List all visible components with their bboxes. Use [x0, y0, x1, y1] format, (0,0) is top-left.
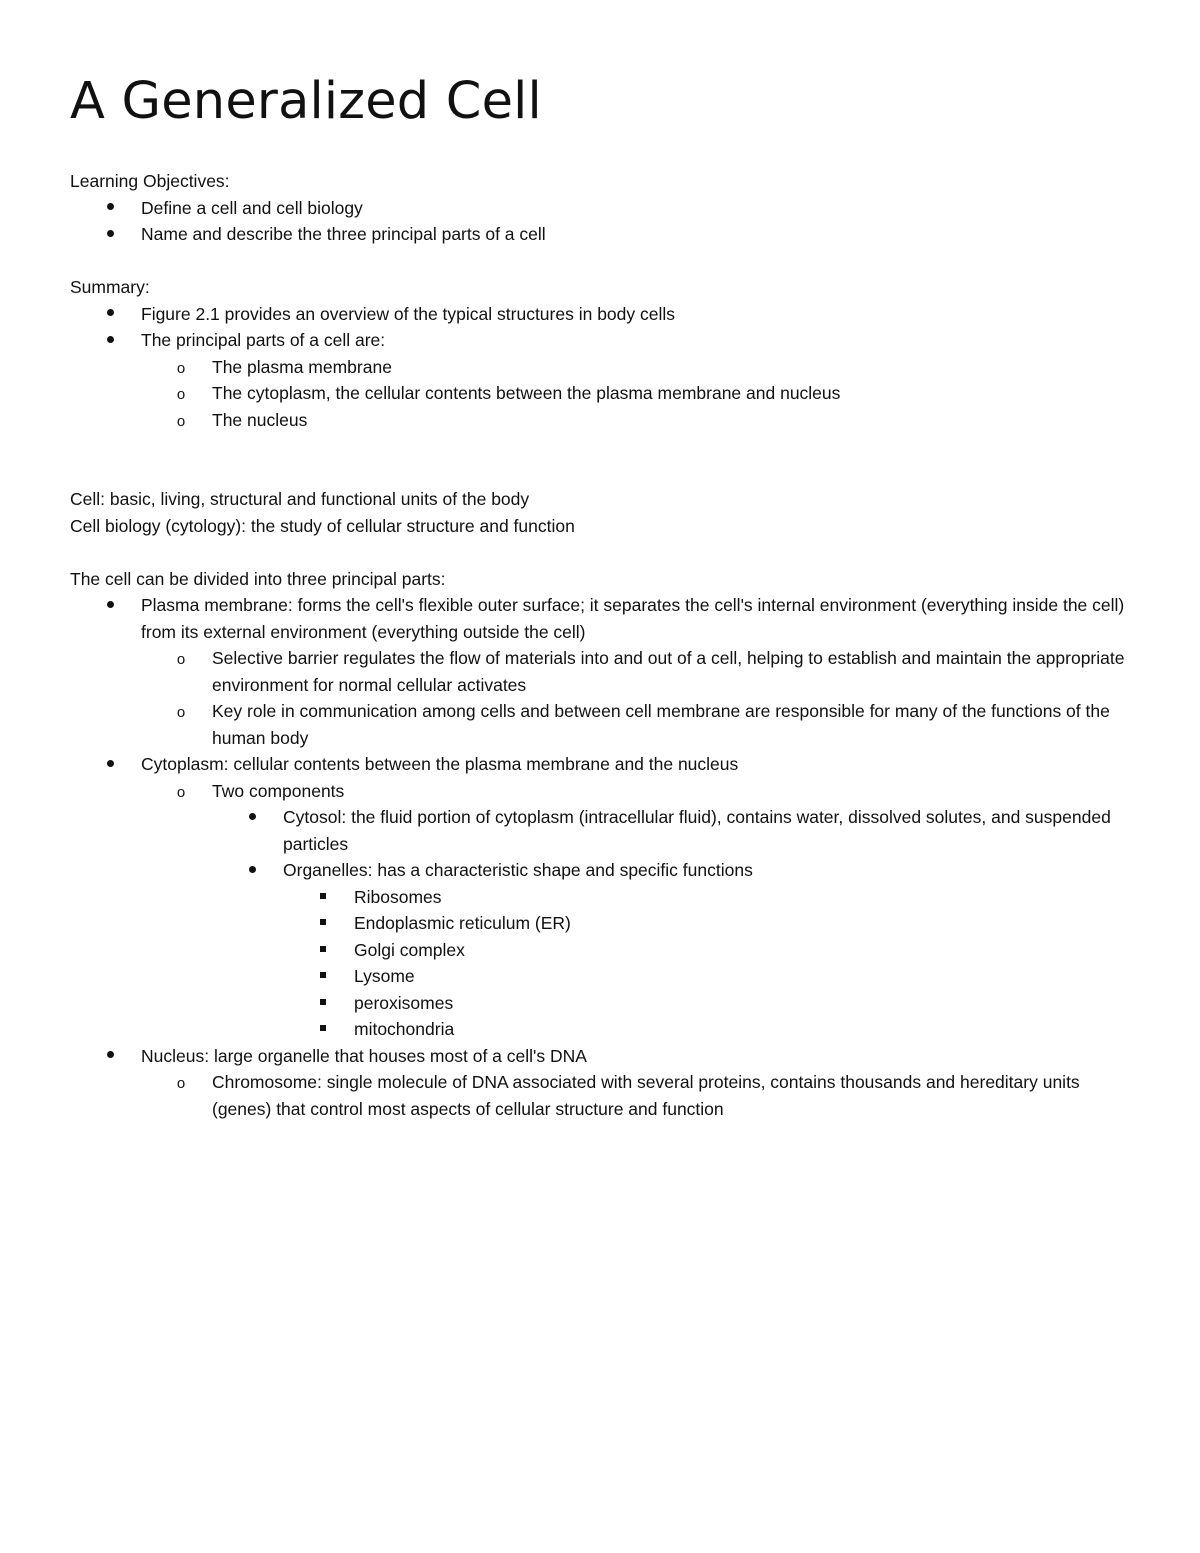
bullet-icon [95, 327, 125, 354]
bullet-icon [95, 195, 125, 222]
circle-bullet-icon [166, 778, 196, 807]
list-item: Lysome [283, 963, 1130, 990]
bullet-icon [95, 751, 125, 778]
cell-biology-definition: Cell biology (cytology): the study of cellular structure and function [70, 515, 575, 536]
square-bullet-icon [308, 910, 338, 937]
list-item: o The cytoplasm, the cellular contents between the plasma membrane and nucleus [141, 380, 1130, 407]
list-item: Name and describe the three principal parts of a cell [70, 221, 1130, 248]
list-item: mitochondria [283, 1016, 1130, 1043]
bullet-icon [95, 301, 125, 328]
list-item: o The plasma membrane [141, 354, 1130, 381]
cell-definition: Cell: basic, living, structural and functional units of the body [70, 489, 530, 509]
list-item: Endoplasmic reticulum (ER) [283, 910, 1130, 937]
bullet-icon [95, 592, 125, 619]
square-bullet-icon [308, 990, 338, 1017]
circle-bullet-icon [166, 354, 196, 383]
bullet-icon [95, 221, 125, 248]
circle-bullet-icon [166, 380, 196, 409]
cytoplasm-components-list [212, 804, 1130, 1043]
list-item: Define a cell and cell biology [70, 195, 1130, 222]
circle-bullet-icon [166, 698, 196, 727]
list-item: peroxisomes [283, 990, 1130, 1017]
list-item: The principal parts of a cell are: o The plasma membrane o The cytoplasm, the cellular contents between the plasma membrane and nucleus o The nucleus [70, 327, 1130, 433]
square-bullet-icon [308, 884, 338, 911]
list-item: Cytoplasm: cellular contents between the plasma membrane and the nucleus o Two components Cytosol: the fluid portion of cytoplasm (intracellular fluid), contains water, dissolved solutes, and suspended particles Organelles: has a characteristic shape and specific functions Ribosomes Endoplasmic reticulum (ER) Golgi complex Lysome peroxisomes mitochondria [70, 751, 1130, 1043]
list-item: o Chromosome: single molecule of DNA associated with several proteins, contains thousands and hereditary units (genes) that control most aspects of cellular structure and function [141, 1069, 1130, 1122]
square-bullet-icon [308, 937, 338, 964]
list-item: Figure 2.1 provides an overview of the typical structures in body cells [70, 301, 1130, 328]
plasma-membrane-sublist [141, 645, 1130, 751]
principal-parts-intro: The cell can be divided into three principal parts: [70, 568, 446, 589]
list-item: Golgi complex [283, 937, 1130, 964]
organelle-list [283, 884, 1130, 1043]
list-item: o The nucleus [141, 407, 1130, 434]
list-item: Nucleus: large organelle that houses most of a cell's DNA o Chromosome: single molecule of DNA associated with several proteins, contains thousands and hereditary units (genes) that control most aspects of cellular structure and function [70, 1043, 1130, 1123]
list-item: Plasma membrane: forms the cell's flexible outer surface; it separates the cell's internal environment (everything inside the cell) from its external environment (everything outside the cell) o Selective barrier regulates the flow of materials into and out of a cell, helping to establish and maintain the appropriate environment for normal cellular activates o Key role in communication among cells and between cell membrane are responsible for many of the functions of the human body [70, 592, 1130, 751]
square-bullet-icon [308, 963, 338, 990]
page-title: A Generalized Cell [70, 72, 542, 131]
nucleus-sublist [141, 1069, 1130, 1122]
bullet-icon [237, 857, 267, 884]
list-item: Ribosomes [283, 884, 1130, 911]
list-item: o Two components Cytosol: the fluid portion of cytoplasm (intracellular fluid), contains water, dissolved solutes, and suspended particles Organelles: has a characteristic shape and specific functions Ribosomes Endoplasmic reticulum (ER) Golgi complex Lysome peroxisomes mitochondria [141, 778, 1130, 1043]
document-body [70, 168, 1130, 1122]
square-bullet-icon [308, 1016, 338, 1043]
list-item: o Selective barrier regulates the flow of materials into and out of a cell, helping to establish and maintain the appropriate environment for normal cellular activates [141, 645, 1130, 698]
principal-parts-sublist [141, 354, 1130, 434]
list-item: Cytosol: the fluid portion of cytoplasm (intracellular fluid), contains water, dissolved solutes, and suspended particles [212, 804, 1130, 857]
learning-objectives-heading: Learning Objectives: [70, 171, 230, 191]
principal-parts-list [70, 592, 1130, 1122]
circle-bullet-icon [166, 1069, 196, 1098]
list-item: o Key role in communication among cells and between cell membrane are responsible for many of the functions of the human body [141, 698, 1130, 751]
bullet-icon [95, 1043, 125, 1070]
learning-objectives-list [70, 195, 1130, 248]
document-page [70, 70, 1130, 1122]
cytoplasm-sublist [141, 778, 1130, 1043]
summary-list [70, 301, 1130, 434]
summary-heading: Summary: [70, 277, 150, 297]
circle-bullet-icon [166, 407, 196, 436]
bullet-icon [237, 804, 267, 831]
circle-bullet-icon [166, 645, 196, 674]
list-item: Organelles: has a characteristic shape and specific functions Ribosomes Endoplasmic reticulum (ER) Golgi complex Lysome peroxisomes mitochondria [212, 857, 1130, 1043]
